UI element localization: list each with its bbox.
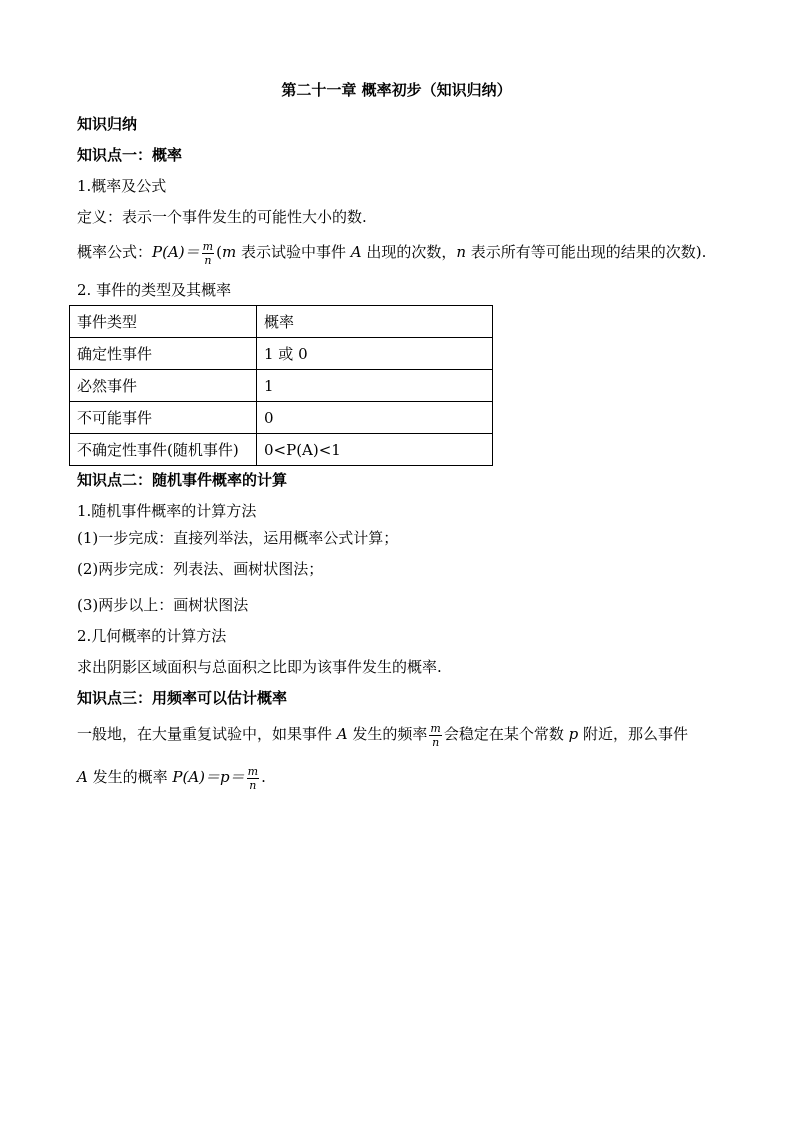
- var-m: m: [221, 243, 237, 261]
- fraction-denominator: n: [249, 778, 257, 792]
- fraction-m-over-n: [429, 722, 441, 749]
- formula-lhs: P(A)＝: [152, 243, 200, 261]
- kp3-end: .: [261, 768, 266, 786]
- table-cell: 不可能事件: [70, 402, 257, 434]
- table-cell: 必然事件: [70, 370, 257, 402]
- kp2-item2: 2.几何概率的计算方法: [77, 627, 227, 645]
- kp3-text-c: 会稳定在某个常数: [443, 725, 569, 743]
- var-n: n: [456, 243, 467, 261]
- table-header-probability: 概率: [257, 306, 493, 338]
- kp1-formula: [77, 237, 706, 267]
- fraction-m-over-n: [202, 240, 214, 267]
- table-row: [70, 434, 493, 466]
- event-types-table: [69, 305, 493, 466]
- fraction-denominator: n: [432, 735, 440, 749]
- kp1-heading: 知识点一：概率: [77, 146, 183, 164]
- kp3-paragraph-line2: [77, 762, 266, 792]
- kp3-text-a: 一般地，在大量重复试验中，如果事件: [77, 725, 337, 743]
- table-cell: 确定性事件: [70, 338, 257, 370]
- section-heading: 知识归纳: [77, 115, 138, 133]
- fraction-numerator: m: [202, 239, 214, 253]
- kp1-definition: 定义：表示一个事件发生的可能性大小的数.: [77, 208, 367, 226]
- formula-open: (: [216, 243, 222, 261]
- formula-text2: 出现的次数，: [361, 243, 457, 261]
- kp2-method1: (1)一步完成：直接列举法，运用概率公式计算；: [77, 529, 399, 547]
- var-a: A: [336, 725, 348, 743]
- var-a: A: [350, 243, 362, 261]
- table-row: [70, 338, 493, 370]
- kp2-method2: (2)两步完成：列表法、画树状图法；: [77, 560, 324, 578]
- table-cell: 0<P(A)<1: [257, 434, 493, 466]
- kp2-item1: 1.随机事件概率的计算方法: [77, 502, 257, 520]
- table-cell: 0: [257, 402, 493, 434]
- kp3-text-b: 发生的频率: [347, 725, 428, 743]
- fraction-denominator: n: [204, 253, 212, 267]
- table-row: [70, 402, 493, 434]
- kp2-method3: (3)两步以上：画树状图法: [77, 596, 249, 614]
- kp3-text-d: 附近，那么事件: [578, 725, 689, 743]
- kp3-paragraph-line1: [77, 719, 688, 749]
- table-cell: 不确定性事件(随机事件): [70, 434, 257, 466]
- kp1-item2: 2. 事件的类型及其概率: [77, 281, 232, 299]
- table-header-row: [70, 306, 493, 338]
- table-header-type: 事件类型: [70, 306, 257, 338]
- page-title: 第二十一章 概率初步（知识归纳）: [281, 81, 512, 99]
- fraction-m-over-n: [247, 765, 259, 792]
- fraction-numerator: m: [430, 721, 441, 735]
- kp3-text-e: 发生的概率: [87, 768, 173, 786]
- formula-text3: 表示所有等可能出现的结果的次数).: [466, 243, 707, 261]
- table-cell: 1 或 0: [257, 338, 493, 370]
- formula-label: 概率公式：: [77, 243, 153, 261]
- table-row: [70, 370, 493, 402]
- var-p: p: [568, 725, 579, 743]
- fraction-numerator: m: [247, 764, 259, 778]
- var-a: A: [77, 768, 88, 786]
- formula-text1: 表示试验中事件: [236, 243, 351, 261]
- kp3-formula: P(A)＝p＝: [172, 768, 245, 786]
- kp2-heading: 知识点二：随机事件概率的计算: [77, 471, 288, 489]
- kp2-geometric: 求出阴影区域面积与总面积之比即为该事件发生的概率.: [77, 658, 442, 676]
- table-cell: 1: [257, 370, 493, 402]
- kp1-item1: 1.概率及公式: [77, 177, 167, 195]
- kp3-heading: 知识点三：用频率可以估计概率: [77, 689, 288, 707]
